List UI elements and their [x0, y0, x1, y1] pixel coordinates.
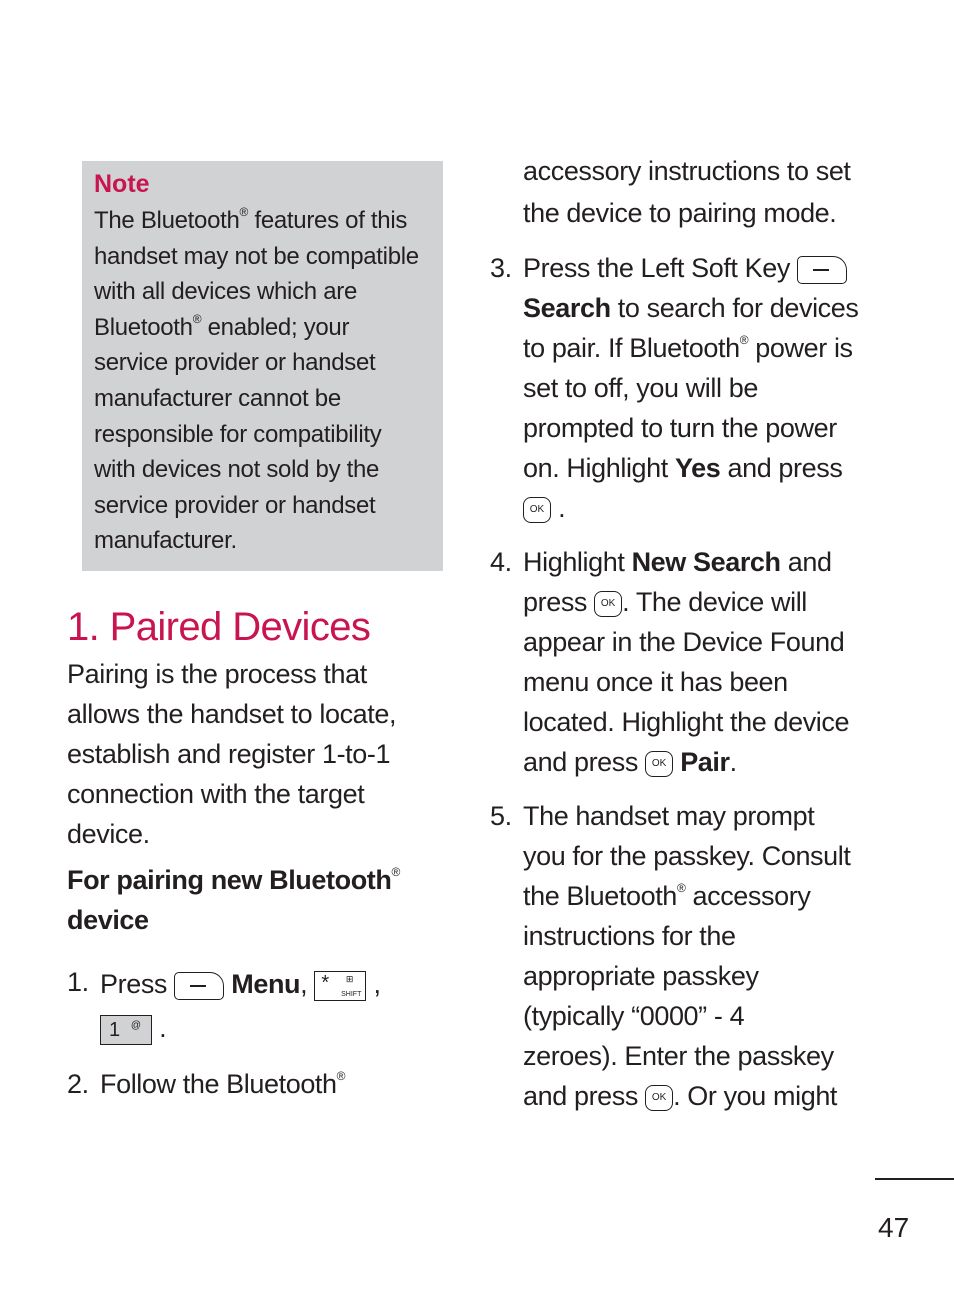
step-line: menu once it has been [523, 667, 788, 697]
subheading-text: device [67, 905, 149, 935]
step-text: Follow the Bluetooth [100, 1069, 337, 1099]
step-number: 5. [490, 801, 512, 831]
note-line: with all devices which are [94, 278, 357, 306]
step-text: , [300, 969, 308, 999]
yes-label: Yes [675, 453, 721, 483]
note-text: enabled; your [201, 313, 350, 341]
step-text: , [366, 969, 381, 999]
step-5 [490, 796, 890, 1116]
star-shift-key-icon [314, 971, 366, 1001]
registered-mark: ® [239, 205, 249, 219]
step-text: accessory [685, 881, 811, 911]
note-text: The Bluetooth [94, 207, 240, 234]
step-line [523, 876, 890, 916]
intro-line: device. [67, 819, 150, 849]
subheading-text: For pairing new Bluetooth [67, 865, 392, 895]
note-body [94, 203, 443, 559]
step-line: set to off, you will be [523, 373, 758, 403]
key-digit: 1 [109, 1018, 121, 1041]
right-column [490, 150, 890, 1116]
note-line: handset may not be compatible [94, 242, 419, 270]
note-line: service provider or handset [94, 491, 376, 519]
note-line [94, 203, 443, 239]
subheading-line [67, 860, 437, 900]
step-text: on. Highlight [523, 453, 675, 483]
left-column [67, 600, 437, 1104]
step-text: press [523, 587, 595, 617]
note-line: service provider or handset [94, 349, 376, 377]
left-soft-key-icon [797, 256, 847, 284]
step-text: . [729, 747, 737, 777]
note-title: Note [94, 170, 150, 198]
step-text: . Or you might [673, 1081, 838, 1111]
ok-key-icon: OK [645, 751, 673, 777]
registered-mark: ® [391, 865, 400, 879]
step-line: The handset may prompt [523, 801, 815, 831]
ok-key-icon: OK [523, 497, 551, 523]
note-line: manufacturer cannot be [94, 384, 341, 412]
step-line [523, 582, 890, 622]
step-line [523, 488, 890, 528]
step-line [100, 1006, 437, 1050]
intro-line: establish and register 1-to-1 [67, 739, 391, 769]
step-text: the Bluetooth [523, 881, 677, 911]
menu-label: Menu [231, 969, 301, 999]
step-text: Press [100, 969, 175, 999]
step-line [523, 288, 890, 328]
step-line [523, 742, 890, 782]
step-4 [490, 542, 890, 782]
step-text: power is [748, 333, 853, 363]
step-text: . [551, 493, 566, 523]
step-text: and [780, 547, 832, 577]
step-line: zeroes). Enter the passkey [523, 1041, 834, 1071]
shift-label: SHIFT [341, 990, 362, 998]
note-box [82, 161, 443, 571]
left-soft-key-icon [174, 972, 224, 1000]
step-text: . [152, 1013, 167, 1043]
subheading [67, 860, 437, 940]
ok-key-icon: OK [594, 591, 622, 617]
registered-mark: ® [676, 881, 686, 895]
step-number: 3. [490, 253, 512, 283]
registered-mark: ® [192, 311, 202, 326]
section-title: 1. Paired Devices [67, 605, 371, 649]
step-number: 1. [67, 967, 89, 997]
step-number: 2. [67, 1069, 89, 1099]
star-symbol: * [321, 971, 330, 994]
page-number-rule [875, 1178, 954, 1180]
note-text: features of this [248, 207, 408, 234]
step-2-continued [490, 150, 890, 234]
step-line [100, 962, 437, 1006]
intro-line: Pairing is the process that [67, 659, 367, 689]
ok-key-icon: OK [645, 1085, 673, 1111]
step-line [523, 448, 890, 488]
step-3 [490, 248, 890, 528]
new-search-label: New Search [631, 547, 781, 577]
registered-mark: ® [739, 333, 749, 347]
key-symbol: ⊞ [345, 973, 354, 984]
step-text: Press the Left Soft Key [523, 253, 798, 283]
step-line: (typically “0000” - 4 [523, 1001, 745, 1031]
step-line [523, 328, 890, 368]
step-number: 4. [490, 547, 512, 577]
pair-label: Pair [680, 747, 730, 777]
step-line [523, 1076, 890, 1116]
step-text: to search for devices [610, 293, 859, 323]
step-line [523, 542, 890, 582]
intro-line: connection with the target [67, 779, 365, 809]
step-line [100, 1064, 437, 1104]
intro-line: allows the handset to locate, [67, 699, 397, 729]
note-line [94, 310, 443, 346]
note-line: responsible for compatibility [94, 420, 382, 448]
step-text: and press [523, 1081, 646, 1111]
one-key-icon [100, 1015, 152, 1045]
step-line: located. Highlight the device [523, 707, 850, 737]
step-text: . The device will [622, 587, 807, 617]
step-line: the device to pairing mode. [523, 198, 837, 228]
note-line: with devices not sold by the [94, 456, 380, 484]
step-text: and press [523, 747, 646, 777]
registered-mark: ® [336, 1069, 346, 1083]
search-label: Search [523, 293, 611, 323]
page-number: 47 [878, 1212, 910, 1243]
step-line: prompted to turn the power [523, 413, 837, 443]
step-line: you for the passkey. Consult [523, 841, 851, 871]
note-text: Bluetooth [94, 313, 193, 341]
step-text: to pair. If Bluetooth [523, 333, 740, 363]
step-line: accessory instructions to set [523, 156, 851, 186]
step-line: appear in the Device Found [523, 627, 845, 657]
step-line: instructions for the [523, 921, 736, 951]
note-line: manufacturer. [94, 527, 237, 555]
step-2 [67, 1064, 437, 1104]
step-1 [67, 962, 437, 1050]
step-text: Highlight [523, 547, 632, 577]
step-text: and press [720, 453, 843, 483]
step-line [523, 248, 890, 288]
key-symbol: @ [130, 1019, 141, 1031]
intro-paragraph [67, 654, 437, 854]
step-line: appropriate passkey [523, 961, 759, 991]
